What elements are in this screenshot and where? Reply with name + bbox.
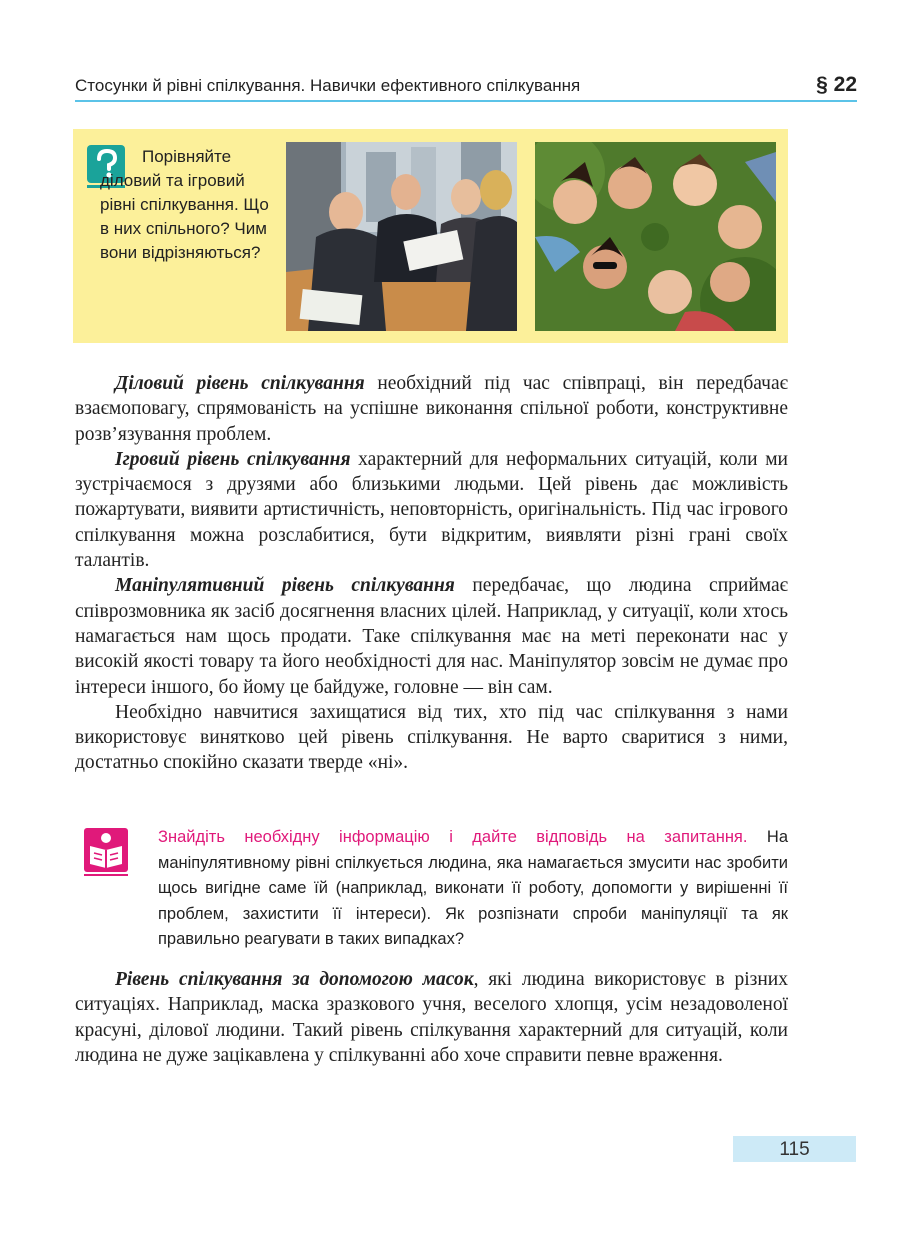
section-number: § 22 bbox=[816, 73, 857, 96]
term-manipulative-level: Маніпулятивний рівень спілкування bbox=[115, 575, 455, 597]
paragraph-manipulative-level bbox=[75, 573, 788, 699]
page-header bbox=[75, 70, 857, 102]
paragraph-text: характерний для неформальних ситуацій, коли ми зустрічаємося з друзями або близькими людьми. Цей рівень дає можливість пожартувати, виявити артистичність, неповторність, оригінальність. Під час ігрового спілкування можна розслабитися, бути відкритим, виявляти різні грані своїх талантів. bbox=[75, 448, 788, 572]
paragraph-text: необхідний під час співпраці, він передбачає взаємоповагу, спрямованість на успішне виконання спільної роботи, конструктивне розв’язування проблем. bbox=[75, 373, 788, 445]
term-game-level: Ігровий рівень спілкування bbox=[115, 448, 351, 470]
task-text bbox=[158, 825, 788, 953]
paragraph-protection bbox=[75, 700, 788, 776]
paragraph-text: Необхідно навчитися захищатися від тих, хто під час спілкування з нами використовує винятково цей рівень спілкування. Не варто сваритися з ними, достатньо спокійно сказати тверде «ні». bbox=[75, 701, 788, 774]
main-text-bottom bbox=[75, 967, 788, 1068]
term-business-level: Діловий рівень спілкування bbox=[115, 373, 365, 394]
page-number: 115 bbox=[733, 1136, 856, 1162]
paragraph-game-level bbox=[75, 447, 788, 573]
friends-circle-photo bbox=[535, 142, 776, 331]
question-text: Порівняйте діловий та ігровий рівні спілкування. Що в них спільного? Чим вони відрізняються? bbox=[100, 147, 269, 262]
paragraph-mask-level bbox=[75, 967, 788, 1068]
chapter-title: Стосунки й рівні спілкування. Навички ефективного спілкування bbox=[75, 76, 581, 95]
paragraph-text: , які людина використовує в різних ситуаціях. Наприклад, маска зразкового учня, веселого хлопця, усім незадоволеної красуні, ділової людини. Такий рівень спілкування характерний для ситуацій, коли людина не дуже зацікавлена у спілкуванні або хоче справити певне враження. bbox=[75, 969, 788, 1066]
paragraph-text: передбачає, що людина сприймає співрозмовника як засіб досягнення власних цілей. Наприклад, у ситуації, коли хтось намагається нам щось продати. Таке спілкування має на меті переконати нас у високій якості товару та його необхідності для нас. Маніпулятор зовсім не думає про інтереси іншого, бо йому це байдуже, головне — він сам. bbox=[75, 575, 788, 698]
reading-book-icon bbox=[84, 828, 132, 876]
business-meeting-photo bbox=[286, 142, 517, 331]
main-text-top bbox=[75, 371, 788, 776]
paragraph-business-level bbox=[75, 371, 788, 447]
term-mask-level: Рівень спілкування за допомогою масок bbox=[115, 969, 474, 990]
question-box bbox=[73, 129, 788, 343]
task-body: На маніпулятивному рівні спілкується людина, яка намагається змусити нас зробити щось вигідне саме їй (наприклад, виконати її роботу, допомогти у вирішенні її проблем, захистити її інтереси). Як розпізнати спроби маніпуляції та як правильно реагувати в таких випадках? bbox=[158, 828, 788, 948]
task-lead: Знайдіть необхідну інформацію і дайте відповідь на запитання. bbox=[158, 828, 748, 846]
